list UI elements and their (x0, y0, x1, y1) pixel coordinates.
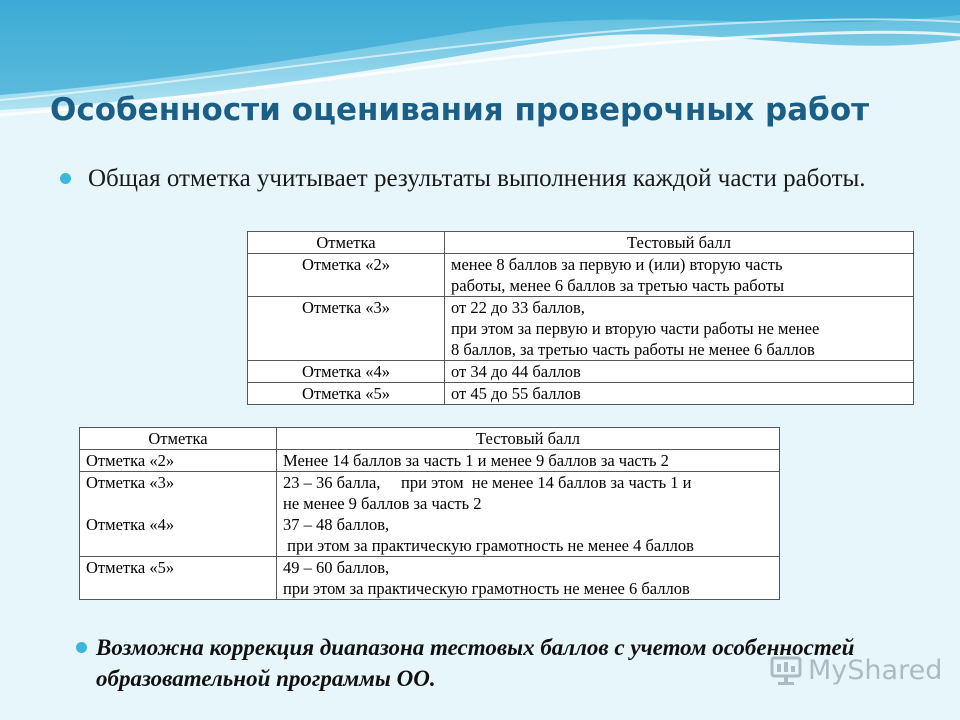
grade-table-2 (79, 427, 780, 600)
score-line: при этом за первую и вторую части работы не менее (451, 319, 820, 338)
table-row (248, 297, 914, 361)
table-header-cell: Тестовый балл (445, 232, 914, 254)
score-line: при этом за практическую грамотность не менее 6 баллов (283, 579, 690, 598)
score-line: 37 – 48 баллов, (283, 515, 390, 534)
table-row (80, 557, 780, 600)
score-line: от 22 до 33 баллов, (451, 298, 585, 317)
score-line: 8 баллов, за третью часть работы не менее 6 баллов (451, 340, 815, 359)
grade-cell: Отметка «5» (248, 383, 445, 405)
score-cell (445, 383, 914, 405)
table-row (248, 254, 914, 297)
grade-cell (80, 472, 277, 557)
slide-title: Особенности оценивания проверочных работ (50, 92, 870, 128)
table-header-cell: Отметка (248, 232, 445, 254)
grade-label: Отметка «4» (86, 515, 175, 534)
score-line: 23 – 36 балла, при этом не менее 14 баллов за часть 1 и (283, 473, 692, 492)
score-cell (445, 361, 914, 383)
watermark-logo (770, 655, 942, 686)
score-cell (277, 472, 780, 557)
score-cell (277, 557, 780, 600)
score-cell (445, 254, 914, 297)
table-header-cell: Отметка (80, 428, 277, 450)
table-row (248, 383, 914, 405)
score-line: от 45 до 55 баллов (451, 384, 581, 403)
table-header-cell: Тестовый балл (277, 428, 780, 450)
grade-label: Отметка «3» (86, 473, 175, 492)
grade-cell: Отметка «2» (248, 254, 445, 297)
bullet-dot-icon (60, 173, 71, 184)
bullet-score-correction: Возможна коррекция диапазона тестовых баллов с учетом особенностей образовательной программы ОО. (96, 635, 855, 691)
table-row (80, 472, 780, 557)
score-cell: Менее 14 баллов за часть 1 и менее 9 баллов за часть 2 (277, 450, 780, 472)
grade-cell: Отметка «5» (80, 557, 277, 600)
table-header-row (248, 232, 914, 254)
score-cell (445, 297, 914, 361)
score-line: менее 8 баллов за первую и (или) вторую часть (451, 255, 783, 274)
score-line: 49 – 60 баллов, (283, 558, 390, 577)
grade-cell: Отметка «3» (248, 297, 445, 361)
table-row (248, 361, 914, 383)
score-line: при этом за практическую грамотность не менее 4 баллов (283, 536, 694, 555)
bullet-general-grade: Общая отметка учитывает результаты выполнения каждой части работы. (88, 165, 866, 192)
table-header-row (80, 428, 780, 450)
score-line: от 34 до 44 баллов (451, 362, 581, 381)
grade-table-1 (247, 231, 914, 405)
score-line: не менее 9 баллов за часть 2 (283, 494, 482, 513)
score-line: работы, менее 6 баллов за третью часть работы (451, 276, 785, 295)
bullet-dot-icon (76, 642, 87, 653)
grade-cell: Отметка «2» (80, 450, 277, 472)
presentation-board-icon (770, 656, 802, 686)
table-row (80, 450, 780, 472)
grade-cell: Отметка «4» (248, 361, 445, 383)
watermark-text: MyShared (808, 655, 943, 686)
